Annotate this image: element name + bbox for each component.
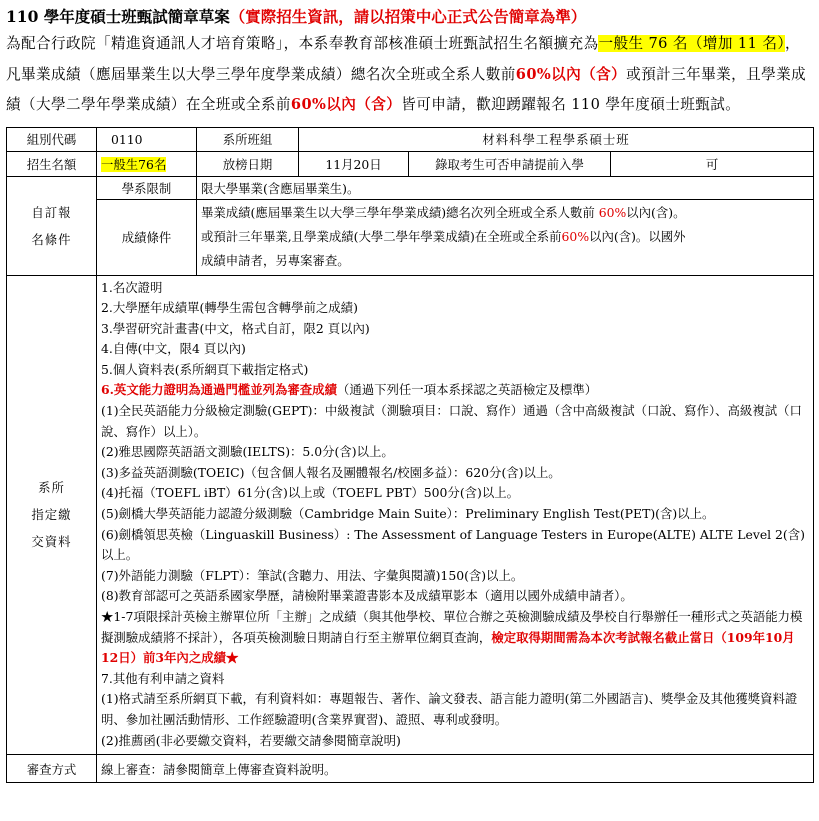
list-item: (1)全民英語能力分級檢定測驗(GEPT)：中級複試（測驗項目：口說、寫作）通過（含中高級複試（口說、寫作）、高級複試（口說、寫作）以上）。	[101, 403, 802, 439]
list-item: (2)推薦函(非必要繳交資料，若要繳交請參閱簡章說明)	[101, 732, 401, 748]
star-note-deadline: 檢定取得期間需為本次考試報名截止當日（109年10月12日）前3年內之成績★	[101, 629, 795, 666]
grade-line-3: 成績申請者，另專案審查。	[201, 253, 350, 268]
english-requirement: 6.英文能力證明為通過門檻並列為審查成績	[101, 382, 337, 398]
title-main: 110 學年度碩士班甄試簡章草案	[6, 7, 230, 26]
table-row	[7, 755, 814, 783]
intro-text-2: ，凡畢業成績（應屆畢業生以大學三學年度學業成績）總名次全班或全系人數前	[6, 35, 801, 83]
table-row	[7, 127, 814, 151]
release-value: 11月20日	[299, 151, 409, 176]
code-label: 組別代碼	[7, 127, 97, 151]
self-conditions-label	[7, 176, 97, 275]
list-item	[101, 607, 809, 669]
list-item: (2)雅思國際英語語文測驗(IELTS)：5.0分(含)以上。	[101, 444, 394, 460]
degree-value: 限大學畢業(含應屆畢業生)。	[197, 176, 814, 199]
documents-list	[97, 275, 814, 755]
list-item: 3.學習研究計畫書(中文，格式自訂，限2 頁以內)	[101, 320, 370, 336]
table-row	[7, 176, 814, 199]
label-line: 系所	[38, 480, 65, 496]
quota-label: 招生名額	[7, 151, 97, 176]
label-line: 指定繳	[31, 507, 72, 523]
table-row	[7, 199, 814, 275]
review-label: 審查方式	[7, 755, 97, 783]
quota-value: 一般生76名	[101, 156, 167, 172]
list-item: (3)多益英語測驗(TOEIC)（包含個人報名及團體報名/校園多益）：620分(含)以上。	[101, 464, 561, 480]
title-note: （實際招生資訊，請以招策中心正式公告簡章為準）	[229, 7, 587, 26]
early-admission-value: 可	[611, 151, 814, 176]
percent-condition-1: 60%以內（含）	[515, 65, 627, 83]
list-item: (8)教育部認可之英語系國家學歷，請檢附畢業證書影本及成績單影本（適用以國外成績申請者）。	[101, 588, 633, 604]
review-value: 線上審查：請參閱簡章上傳審查資料說明。	[97, 755, 814, 783]
label-line: 自訂報	[31, 204, 72, 220]
intro-text-3: 或預計三年畢業，且學業成績（大學二學年學業成績）在全班或全系前	[6, 65, 807, 113]
percent-condition-2: 60%以內（含）	[290, 96, 402, 113]
list-item: 7.其他有利申請之資料	[101, 670, 225, 686]
dept-label: 系所班組	[197, 127, 299, 151]
table-row	[7, 151, 814, 176]
list-item	[101, 380, 809, 401]
document-title	[6, 6, 813, 28]
early-admission-label: 錄取考生可否申請提前入學	[409, 151, 611, 176]
list-item: (1)格式請至系所網頁下載，有利資料如：專題報告、著作、論文發表、語言能力證明(第二外國語言)、獎學金及其他獲獎資料證明、參加社團活動情形、工作經驗證明(含業界實習)、證照、專利或發明。	[101, 691, 798, 727]
list-item: 4.自傳(中文，限4 頁以內)	[101, 341, 246, 357]
star-note: ★1-7項限採計英檢主辦單位所「主辦」之成績（與其他學校、單位合辦之英檢測驗成績及學校自行舉辦任一種形式之英語能力模擬測驗成績將不採計），各項英檢測驗日期請自行至主辦單位網頁查詢，	[101, 609, 803, 645]
grade-text: 或預計三年畢業,且學業成績(大學二學年學業成績)在全班或全系前	[201, 229, 562, 244]
list-item: 1.名次證明	[101, 279, 163, 295]
list-item: (7)外語能力測驗（FLPT）：筆試(含聽力、用法、字彙與閱讀)150(含)以上。	[101, 567, 524, 583]
grade-text: 以內(含)。	[626, 205, 686, 220]
release-label: 放榜日期	[197, 151, 299, 176]
intro-text-1: 為配合行政院「精進資通訊人才培育策略」，本系奉教育部核准碩士班甄試招生名額擴充為	[6, 35, 599, 52]
grade-line-2	[201, 225, 809, 249]
grade-percent: 60%	[561, 229, 590, 244]
grade-line-1	[201, 201, 809, 225]
grade-conditions	[197, 199, 814, 275]
list-item: (5)劍橋大學英語能力認證分級測驗（Cambridge Main Suite）：Preliminary English Test(PET)(含)以上。	[101, 506, 715, 522]
english-requirement-note: （通過下列任一項本系採認之英語檢定及標準）	[336, 382, 598, 398]
quota-value-cell	[97, 151, 197, 176]
grade-label: 成績條件	[97, 199, 197, 275]
label-line: 交資料	[31, 534, 72, 550]
dept-value: 材料科學工程學系碩士班	[299, 127, 814, 151]
code-value: 0110	[97, 127, 197, 151]
grade-text: 以內(含)。以國外	[589, 229, 686, 244]
list-item: (6)劍橋領思英檢（Linguaskill Business）: The Assessment of Language Testers in Europe(ALTE) ALTE Level 2(含)以上。	[101, 526, 805, 563]
list-item: 5.個人資料表(系所網頁下載指定格式)	[101, 361, 309, 377]
admission-table	[6, 127, 814, 784]
grade-percent: 60%	[598, 205, 627, 220]
label-line: 名條件	[31, 231, 72, 247]
intro-text-4: 皆可申請，歡迎踴躍報名 110 學年度碩士班甄試。	[401, 96, 741, 113]
degree-label: 學系限制	[97, 176, 197, 199]
documents-label	[7, 275, 97, 755]
list-item: 2.大學歷年成績單(轉學生需包含轉學前之成績)	[101, 300, 358, 316]
quota-highlight: 一般生 76 名（增加 11 名）	[598, 35, 786, 52]
grade-text: 畢業成績(應屆畢業生以大學三學年學業成績)總名次列全班或全系人數前	[201, 205, 599, 220]
list-item: (4)托福（TOEFL iBT）61分(含)以上或（TOEFL PBT）500分(含)以上。	[101, 485, 520, 501]
table-row	[7, 275, 814, 755]
intro-paragraph	[6, 29, 813, 121]
